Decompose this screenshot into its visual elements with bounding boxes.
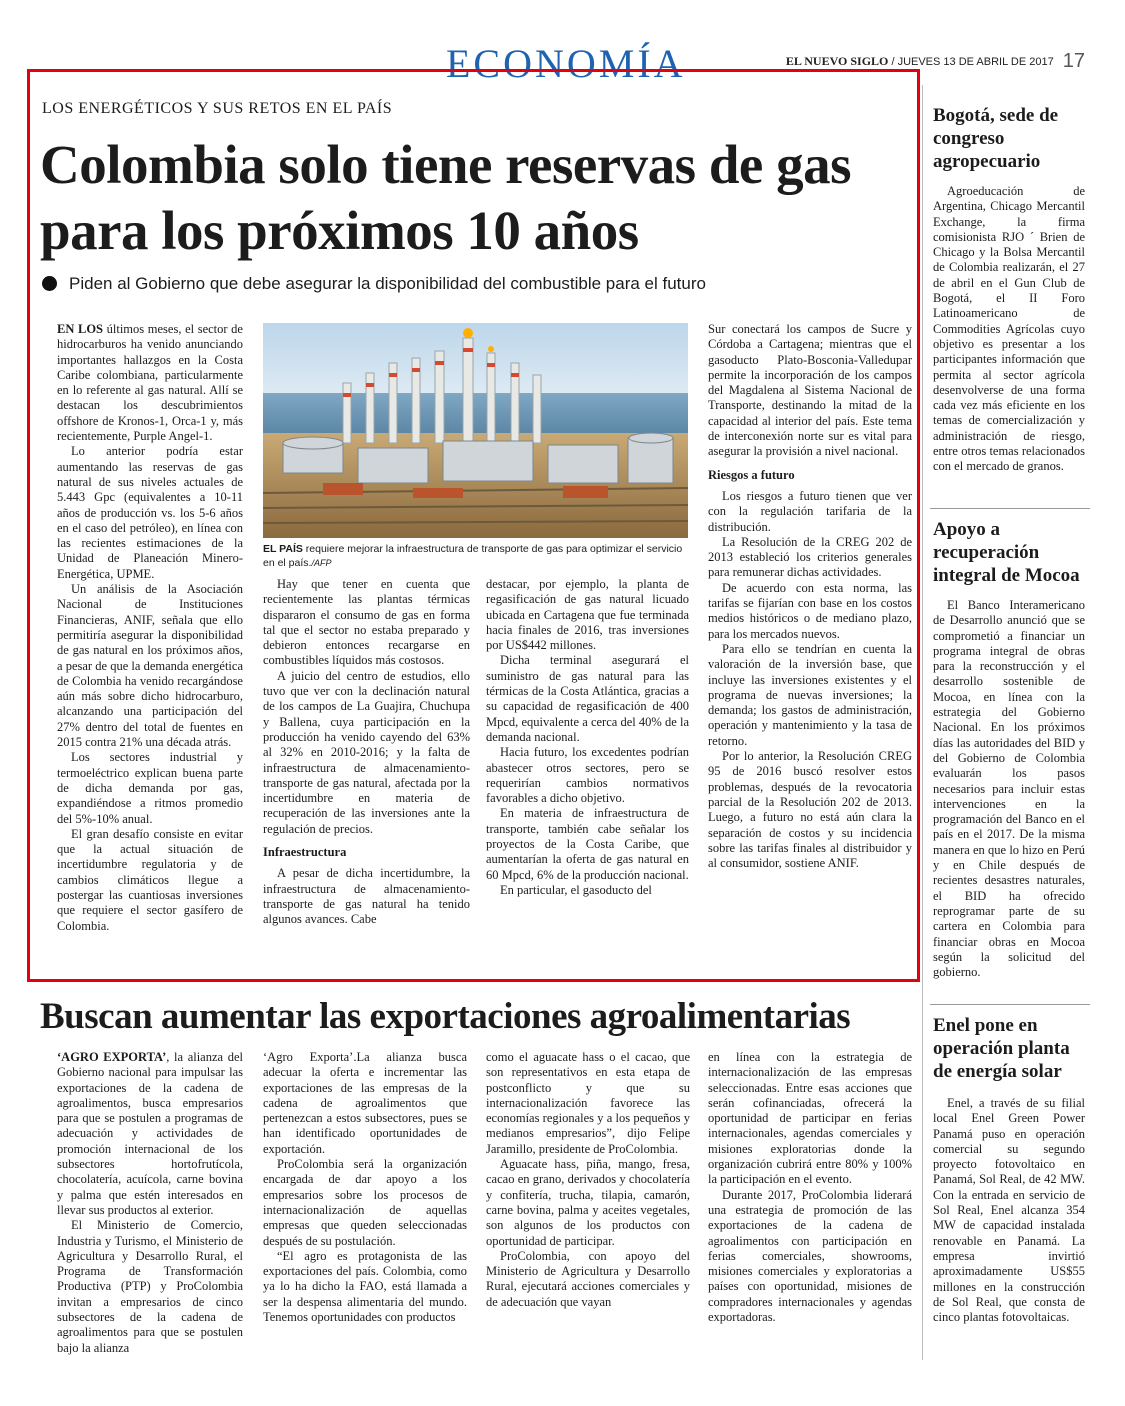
paragraph: Agroeducación de Argentina, Chicago Mercantil Exchange, la firma comisionista RJO ´ Brien de Chicago y la Bolsa Mercantil de Colombia realizarán, el 27 de abril en el Gun Club de Bogotá, el II Foro Latinoamericano de Commodities Agrícolas cuyo objetivo es presentar a los participantes información que permita al sector agrícola desenvolverse de una forma cada vez más eficiente en los temas de comercialización y administración de riesgo, entre otros temas relacionados con el mercado de granos.: [933, 184, 1085, 474]
paragraph: El Ministerio de Comercio, Industria y Turismo, el Ministerio de Agricultura y Desarrollo Rural, el Programa de Transformación Productiva (PTP) y ProColombia invitan a empresarios de cinco subsectores de la cadena de agroalimentos para que se postulen bajo la alianza: [57, 1218, 243, 1355]
sidebar-brief: [933, 184, 1085, 475]
paragraph: Por lo anterior, la Resolución CREG 95 de 2016 buscó resolver estos problemas, después de la revocatoria parcial de la Resolución 202 de 2013. Luego, a futuro no está aún clara la separación de costos y su incidencia sobre las tarifas finales al distribuidor y al consumidor, sostiene ANIF.: [708, 749, 912, 871]
paragraph: Para ello se tendrían en cuenta la valoración de la inversión base, que incluye las inversiones existentes y el programa de nuevas inversiones; la demanda; los gastos de administración, operación y mantenimiento y la tasa de retorno.: [708, 641, 912, 748]
sidebar-brief: [933, 1096, 1085, 1325]
paragraph: como el aguacate hass o el cacao, que son representativos en esta etapa de postconflicto y que su internacionalización favorece las economías regionales y a los pequeños y medianos empresarios”, dijo Felipe Jaramillo, presidente de ProColombia.: [486, 1050, 690, 1156]
paragraph: en línea con la estrategia de internacionalización de las empresas seleccionadas. Entre esas acciones que serán cofinanciadas, ofrecerá la oportunidad de participar en ferias internacionales, agendas comerciales y misiones exploratorias donde la organización cubrirá entre 80% y 100% la participación en el evento.: [708, 1050, 912, 1187]
paragraph: Lo anterior podría estar aumentando las reservas de gas natural de sus niveles actuales de 5.443 Gpc (equivalentes a 10-11 años de producción vs. los 5-6 años en el caso del petróleo), en línea con las recientes estimaciones de la Unidad de Planeación Minero-Energética, UPME.: [57, 444, 243, 581]
paragraph: ProColombia será la organización encargada de dar apoyo a los empresarios sobre los procesos de internacionalización de aquellas empresas que queden seleccionadas después de su postulación.: [263, 1157, 467, 1248]
paragraph: [57, 322, 243, 444]
paragraph: Los sectores industrial y termoeléctrico explican buena parte de dicha demanda por gas, expandiéndose a ritmos promedio del 5%-10% anual.: [57, 750, 243, 826]
paragraph: “El agro es protagonista de las exportaciones del país. Colombia, como ya lo ha dicho la FAO, está llamada a ser la despensa alimentaria del mundo. Tenemos oportunidades con productos: [263, 1248, 467, 1325]
paragraph: Enel, a través de su filial local Enel Green Power Panamá puso en operación comercial su segundo proyecto fotovoltaico en Panamá, Sol Real, de 42 MW. Con la entrada en servicio de Sol Real, Enel alcanza 354 MW de capacidad instalada renovable en Panamá. La empresa invirtió aproximadamente US$55 millones en la construcción de Sol Real, que consta de cinco plantas fotovoltaicas.: [933, 1096, 1085, 1325]
subhead-text: Piden al Gobierno que debe asegurar la disponibilidad del combustible para el futuro: [69, 274, 706, 293]
paragraph: Hacia futuro, los excedentes podrían abastecer otros sectores, pero se requerirían cambios normativos favorables a dicho objetivo.: [486, 745, 689, 806]
caption-text: requiere mejorar la infraestructura de transporte de gas para optimizar el servicio en el país.: [263, 543, 683, 569]
paragraph: Aguacate hass, piña, mango, fresa, cacao en grano, derivados y chocolatería y confitería, trucha, tilapia, camarón, carne bovina, palma y aceites vegetales, son algunos de los productos con oportunidad de participar.: [486, 1157, 690, 1248]
article-column-3: [486, 577, 689, 898]
subheading: Riesgos a futuro: [708, 467, 795, 482]
photo-credit: /AFP: [311, 558, 332, 568]
paragraph: El gran desafío consiste en evitar que la actual situación de incertidumbre regulatoria y de cambios climáticos llegue a postergar las cuantiosas inversiones que requiere el sector gasífero de Colombia.: [57, 826, 243, 933]
second-column-3: [486, 1050, 690, 1310]
photo-caption: [263, 542, 689, 570]
paragraph: Los riesgos a futuro tienen que ver con la regulación tarifaria de la distribución.: [708, 488, 912, 534]
gas-plant-illustration: [263, 323, 688, 538]
article-kicker: LOS ENERGÉTICOS Y SUS RETOS EN EL PAÍS: [42, 100, 393, 117]
paragraph: Durante 2017, ProColombia liderará una estrategia de promoción de las exportaciones de la cadena de agroalimentos con participación en ferias comerciales, showrooms, misiones comerciales y exploratorias a países con oportunidad, misiones de compradores internacionales y agendas exportadoras.: [708, 1187, 912, 1325]
sidebar-rule: [930, 1004, 1090, 1005]
article-headline: Colombia solo tiene reservas de gas para los próximos 10 años: [40, 134, 851, 261]
paragraph: En materia de infraestructura de transporte, también cabe señalar los proyectos de la Costa Caribe, que aumentarían la oferta de gas natural en 60 Mpcd, 6% de la producción nacional.: [486, 806, 689, 882]
sidebar-brief: [933, 598, 1085, 980]
second-column-1: [57, 1050, 243, 1356]
subheading: Infraestructura: [263, 845, 347, 860]
paragraph: destacar, por ejemplo, la planta de regasificación de gas natural licuado ubicada en Cartagena que fue terminada hacia finales de 2016, tras inversiones por US$442 millones.: [486, 577, 689, 653]
paragraph: A pesar de dicha incertidumbre, la infraestructura de almacenamiento-transporte de gas natural ha tenido algunos avances. Cabe: [263, 866, 470, 927]
article-subhead: [42, 274, 706, 294]
sidebar-headline: Apoyo a recuperación integral de Mocoa: [933, 519, 1080, 586]
sidebar-rule: [930, 508, 1090, 509]
page-number: 17: [1062, 50, 1085, 72]
paragraph: ‘Agro Exporta’.La alianza busca adecuar la oferta e incrementar las exportaciones de las empresas de la cadena de agroalimentos que pertenezcan a estos subsectores, pues se han identificado oportunidades de exportación.: [263, 1050, 467, 1156]
bullet-icon: [42, 276, 57, 291]
sidebar-headline: Enel pone en operación planta de energía solar: [933, 1015, 1070, 1082]
article-column-1: [57, 322, 243, 934]
paragraph-text: , la alianza del Gobierno nacional para impulsar las exportaciones de la cadena de agroalimentos, busca empresarios para que se postulen a programas de adecuación y actividades de promoción internacional de los subsectores hortofrutícola, chocolatería, acuícola, carne bovina y palma que estén interesados en llevar sus productos al exterior.: [57, 1050, 243, 1217]
gas-plant-photo: [263, 323, 688, 538]
paragraph: Hay que tener en cuenta que recientemente las plantas térmicas dispararon el consumo de gas en forma tal que el sector no estaba preparado y debieron entonces recargarse en combustibles líquidos más costosos.: [263, 577, 470, 668]
paragraph: Dicha terminal asegurará el suministro de gas natural para las térmicas de la Costa Atlántica, gracias a su capacidad de regasificación de 400 Mpcd, equivalente a cerca del 40% de la demanda nacional.: [486, 653, 689, 744]
section-title: ECONOMÍA: [446, 41, 686, 86]
paragraph-text: últimos meses, el sector de hidrocarburos ha venido anunciando importantes hallazgos en la Costa Caribe colombiana, particularmente en lo referente al gas natural. Allí se destacan los descubrimientos offshore de Kronos-1, Orca-1 y, más recientemente, Purple Angel-1.: [57, 322, 243, 444]
paragraph: Un análisis de la Asociación Nacional de Instituciones Financieras, ANIF, señala que ello permitiría asegurar la disponibilidad de gas natural en los próximos años, a pesar de que la demanda energética de Colombia ha venido recargándose aún más sobre dicho hidrocarburo, alcanzando una participación del 27% dentro del total de fuentes en 2015 contra 21% una década atrás.: [57, 582, 243, 750]
second-column-2: [263, 1050, 467, 1325]
caption-lead: EL PAÍS: [263, 543, 303, 555]
paragraph: De acuerdo con esta norma, las tarifas se fijarían con base en los costos medios históricos o de mediano plazo, para los mercados nuevos.: [708, 580, 912, 641]
second-column-4: [708, 1050, 912, 1325]
paragraph: El Banco Interamericano de Desarrollo anunció que se comprometió a financiar un programa integral de obras para la reconstrucción y el desarrollo sostenible de Mocoa, en línea con la estrategia del Gobierno Nacional. En los próximos días las autoridades del BID y del Gobierno de Colombia evaluarán los pasos necesarios para incluir estas intervenciones en la programación del Banco en el país en el 2017. De la misma manera en que lo hizo en Perú y en Chile después de recientes desastres naturales, el BID ha ofrecido reprogramar parte de su cartera en Colombia para financiar obras en Mocoa según la solicitud del gobierno.: [933, 598, 1085, 980]
second-headline: Buscan aumentar las exportaciones agroalimentarias: [40, 996, 851, 1037]
paragraph: La Resolución de la CREG 202 de 2013 estableció los criterios generales para remunerar dichas actividades.: [708, 534, 912, 580]
lead-in: ‘AGRO EXPORTA’: [57, 1050, 167, 1064]
article-column-4: [708, 322, 912, 871]
paragraph: ProColombia, con apoyo del Ministerio de Agricultura y Desarrollo Rural, ejecutará acciones comerciales y de adecuación que vayan: [486, 1248, 690, 1309]
sidebar-divider: [922, 85, 923, 1360]
issue-date: / JUEVES 13 DE ABRIL DE 2017: [891, 56, 1054, 68]
sidebar-headline: Bogotá, sede de congreso agropecuario: [933, 105, 1059, 172]
lead-in: EN LOS: [57, 322, 104, 336]
paragraph: A juicio del centro de estudios, ello tuvo que ver con la declinación natural de los campos de La Guajira, Chuchupa y Ballena, cuya participación en la producción ha venido cayendo del 63% al 32% en 2010-2016; y la falta de infraestructura de almacenamiento-transporte de gas natural, afectada por la incertidumbre en materia de recuperación de las inversiones ante la regulación de precios.: [263, 668, 470, 836]
article-column-2: [263, 577, 470, 928]
paragraph: [57, 1050, 243, 1218]
paragraph: En particular, el gasoducto del: [500, 882, 652, 897]
paragraph: Sur conectará los campos de Sucre y Córdoba a Cartagena; mientras que el gasoducto Plato-Bosconia-Valledupar permite la incorporación de los campos del Magdalena al Sistema Nacional de Transporte, destinando la mitad de la capacidad al interior del país. Este tema de interconexión norte sur es vital para asegurar la provisión a nivel nacional.: [708, 322, 912, 459]
paper-name: EL NUEVO SIGLO: [785, 54, 889, 68]
